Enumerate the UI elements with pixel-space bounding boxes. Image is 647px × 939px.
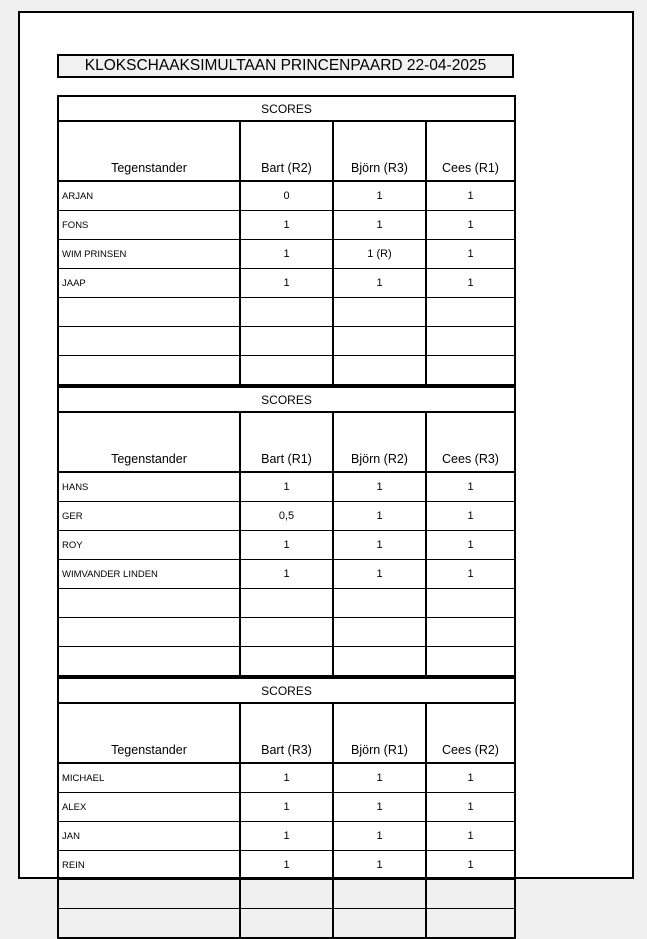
column-header-cees: Cees (R2) <box>426 703 515 763</box>
column-header-tegenstander: Tegenstander <box>58 412 240 472</box>
score-cell <box>240 618 333 647</box>
score-cell: 1 <box>240 472 333 502</box>
score-cell: 1 <box>333 763 426 793</box>
table-row <box>58 269 515 298</box>
table-row <box>58 472 515 502</box>
score-cell <box>333 589 426 618</box>
score-cell: 1 <box>333 181 426 211</box>
column-header-bjorn: Björn (R1) <box>333 703 426 763</box>
score-cell <box>240 298 333 327</box>
score-cell: 1 <box>426 269 515 298</box>
score-cell <box>333 647 426 677</box>
name-cell <box>58 356 240 386</box>
column-header-row <box>58 121 515 181</box>
name-cell: ROY <box>58 531 240 560</box>
score-cell: 1 <box>240 531 333 560</box>
name-cell: ARJAN <box>58 181 240 211</box>
score-cell <box>240 647 333 677</box>
score-cell: 1 <box>426 502 515 531</box>
name-cell: JAN <box>58 822 240 851</box>
name-cell: REIN <box>58 851 240 880</box>
name-cell: ALEX <box>58 793 240 822</box>
column-header-cees: Cees (R1) <box>426 121 515 181</box>
table-row <box>58 851 515 880</box>
table-row <box>58 589 515 618</box>
name-cell <box>58 298 240 327</box>
score-cell: 1 <box>426 763 515 793</box>
table-row <box>58 531 515 560</box>
table-row <box>58 909 515 939</box>
table-title: SCORES <box>58 678 515 703</box>
score-cell <box>426 356 515 386</box>
column-header-bart: Bart (R1) <box>240 412 333 472</box>
score-cell <box>426 647 515 677</box>
score-cell: 1 <box>426 851 515 880</box>
column-header-bart: Bart (R2) <box>240 121 333 181</box>
score-cell: 1 <box>426 531 515 560</box>
name-cell: FONS <box>58 211 240 240</box>
score-cell: 1 <box>240 269 333 298</box>
name-cell: HANS <box>58 472 240 502</box>
score-cell: 1 <box>240 851 333 880</box>
column-header-tegenstander: Tegenstander <box>58 703 240 763</box>
score-cell: 1 <box>240 211 333 240</box>
table-row <box>58 880 515 909</box>
name-cell <box>58 909 240 939</box>
score-cell: 1 <box>240 560 333 589</box>
score-cell: 0 <box>240 181 333 211</box>
score-cell: 0,5 <box>240 502 333 531</box>
column-header-bjorn: Björn (R3) <box>333 121 426 181</box>
table-title: SCORES <box>58 96 515 121</box>
score-tables-container <box>57 95 514 939</box>
table-row <box>58 822 515 851</box>
score-cell <box>240 909 333 939</box>
name-cell: MICHAEL <box>58 763 240 793</box>
table-row <box>58 327 515 356</box>
name-cell <box>58 880 240 909</box>
scores-table-3 <box>57 677 516 939</box>
score-cell <box>333 327 426 356</box>
score-cell <box>426 618 515 647</box>
table-row <box>58 298 515 327</box>
name-cell: GER <box>58 502 240 531</box>
page-title: KLOKSCHAAKSIMULTAAN PRINCENPAARD 22-04-2025 <box>57 54 514 78</box>
score-cell: 1 <box>333 531 426 560</box>
score-cell: 1 <box>426 822 515 851</box>
scores-table-2 <box>57 386 516 677</box>
name-cell: JAAP <box>58 269 240 298</box>
column-header-tegenstander: Tegenstander <box>58 121 240 181</box>
table-header-row <box>58 96 515 121</box>
table-row <box>58 240 515 269</box>
score-cell <box>333 909 426 939</box>
score-cell <box>333 880 426 909</box>
column-header-bjorn: Björn (R2) <box>333 412 426 472</box>
score-cell: 1 <box>426 793 515 822</box>
column-header-row <box>58 412 515 472</box>
table-row <box>58 211 515 240</box>
table-header-row <box>58 678 515 703</box>
table-row <box>58 647 515 677</box>
score-cell <box>426 909 515 939</box>
table-row <box>58 560 515 589</box>
table-header-row <box>58 387 515 412</box>
score-cell <box>240 880 333 909</box>
name-cell <box>58 589 240 618</box>
table-row <box>58 356 515 386</box>
name-cell: WIMVANDER LINDEN <box>58 560 240 589</box>
score-cell: 1 <box>333 851 426 880</box>
score-cell: 1 <box>333 822 426 851</box>
name-cell <box>58 327 240 356</box>
score-cell <box>426 589 515 618</box>
score-cell <box>333 618 426 647</box>
score-cell: 1 <box>333 269 426 298</box>
score-cell <box>240 589 333 618</box>
score-cell <box>240 356 333 386</box>
score-cell <box>426 327 515 356</box>
name-cell: WIM PRINSEN <box>58 240 240 269</box>
document-page <box>18 11 634 879</box>
score-cell: 1 <box>240 240 333 269</box>
column-header-bart: Bart (R3) <box>240 703 333 763</box>
score-cell: 1 <box>240 793 333 822</box>
score-cell <box>333 298 426 327</box>
score-cell: 1 <box>240 763 333 793</box>
scores-table-1 <box>57 95 516 386</box>
table-row <box>58 763 515 793</box>
score-cell: 1 <box>426 472 515 502</box>
name-cell <box>58 647 240 677</box>
score-cell: 1 <box>240 822 333 851</box>
name-cell <box>58 618 240 647</box>
score-cell: 1 <box>426 560 515 589</box>
column-header-row <box>58 703 515 763</box>
table-row <box>58 618 515 647</box>
table-row <box>58 793 515 822</box>
score-cell: 1 <box>426 240 515 269</box>
score-cell: 1 <box>333 472 426 502</box>
table-row <box>58 502 515 531</box>
score-cell: 1 <box>333 793 426 822</box>
score-cell: 1 <box>333 502 426 531</box>
score-cell <box>333 356 426 386</box>
score-cell: 1 <box>333 560 426 589</box>
score-cell: 1 <box>333 211 426 240</box>
score-cell: 1 (R) <box>333 240 426 269</box>
column-header-cees: Cees (R3) <box>426 412 515 472</box>
score-cell: 1 <box>426 211 515 240</box>
score-cell: 1 <box>426 181 515 211</box>
score-cell <box>426 880 515 909</box>
score-cell <box>426 298 515 327</box>
table-row <box>58 181 515 211</box>
table-title: SCORES <box>58 387 515 412</box>
score-cell <box>240 327 333 356</box>
